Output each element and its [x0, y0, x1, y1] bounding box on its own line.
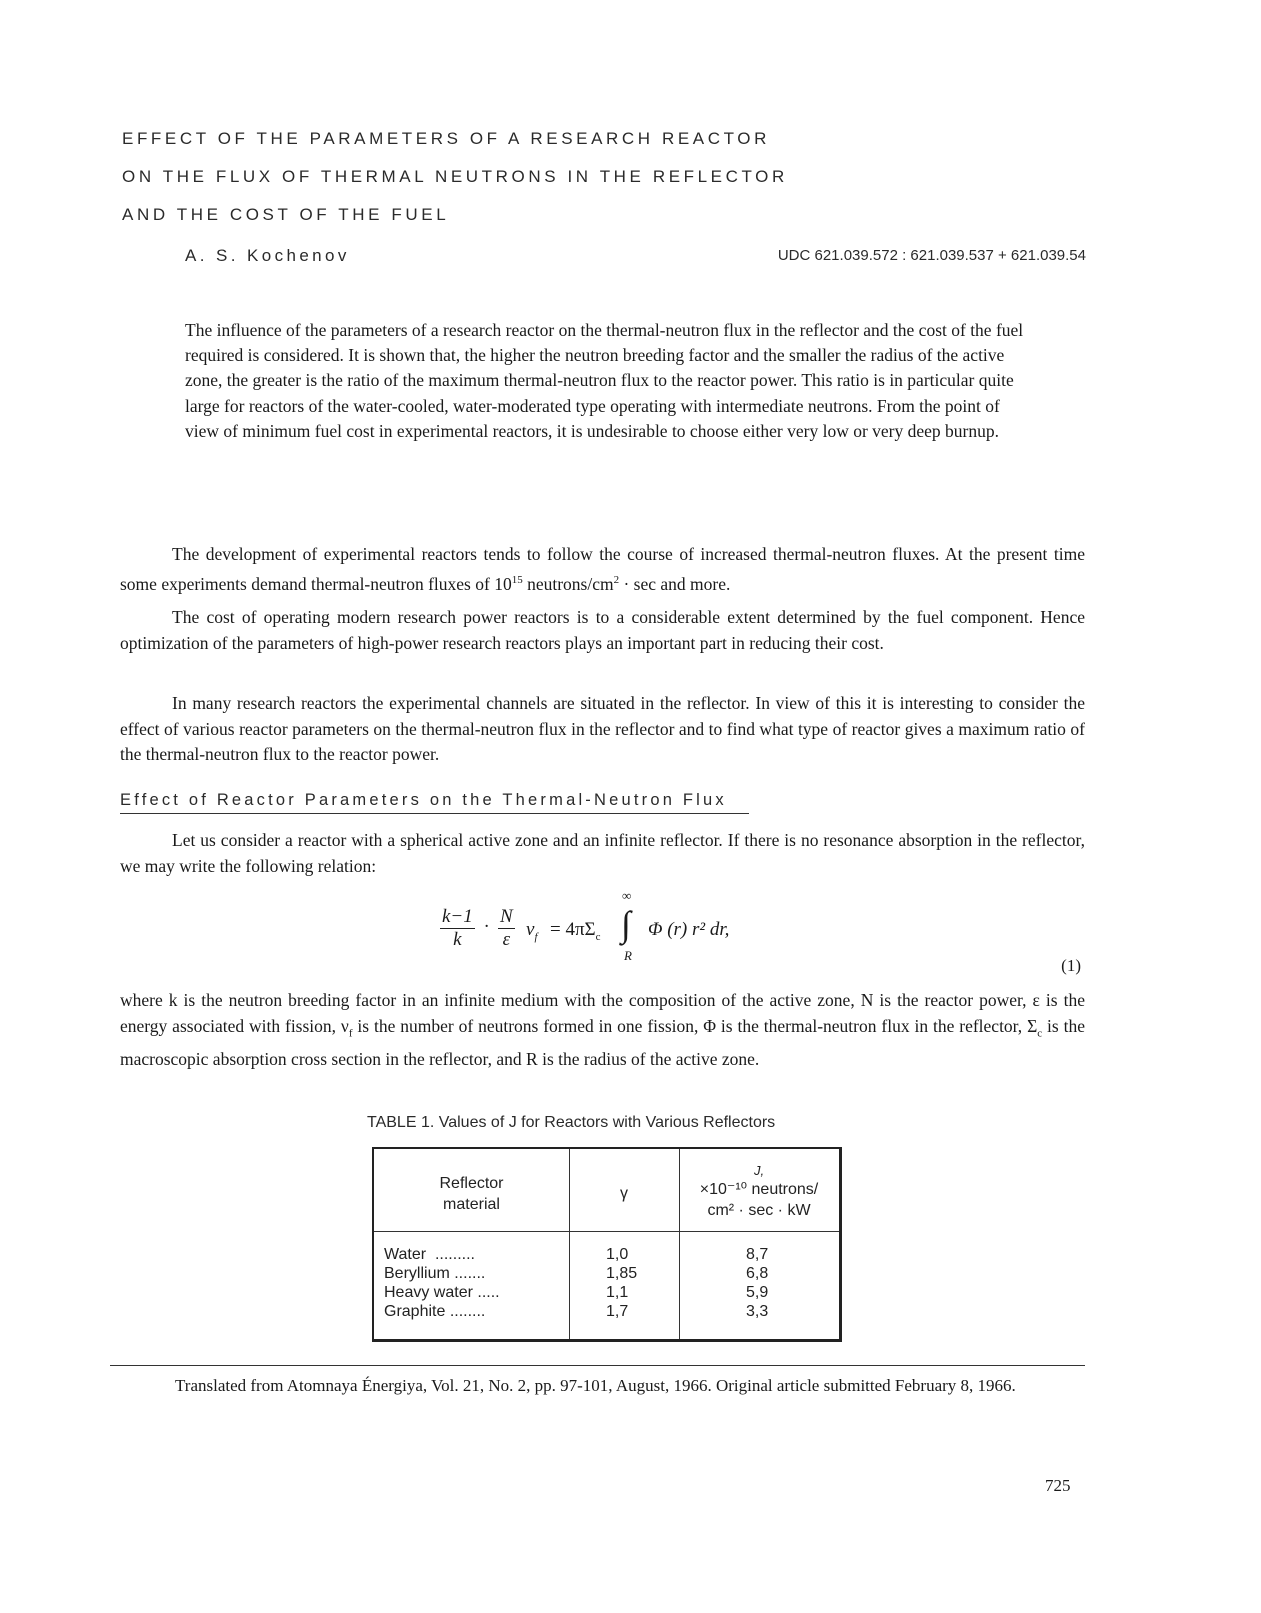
equation-number: (1) — [1061, 956, 1081, 975]
p5-a: where k is the neutron breeding factor in an infinite medium with the composition of the active zone, N is the reactor power, ε is the energy associated with fission, ν — [120, 990, 1085, 1036]
title-line-1: EFFECT OF THE PARAMETERS OF A RESEARCH REACTOR — [122, 129, 770, 148]
abstract: The influence of the parameters of a research reactor on the thermal-neutron flux in the reflector and the cost of the fuel required is considered. It is shown that, the higher the neutron breeding factor and the smaller the radius of the active zone, the greater is the ratio of the maximum thermal-neutron flux to the reactor power. This ratio is in particular quite large for reactors of the water-cooled, water-moderated type operating with intermediate neutrons. From the point of view of minimum fuel cost in experimental reactors, it is undesirable to choose either very low or very deep burnup. — [185, 320, 1024, 441]
fraction-k — [440, 906, 475, 951]
equation-1 — [440, 888, 780, 968]
nu: ν — [526, 919, 535, 940]
footnote-divider — [110, 1365, 1085, 1366]
material-column — [384, 1245, 500, 1321]
integral-lower-limit: R — [624, 948, 632, 963]
table-row-material: Water ......... — [384, 1246, 475, 1263]
p1-end: · sec and more. — [619, 573, 731, 594]
frac1-numerator: k−1 — [442, 906, 473, 927]
frac2-numerator: N — [500, 906, 513, 927]
udc-code: UDC 621.039.572 : 621.039.537 + 621.039.54 — [777, 247, 1086, 264]
table-row-j: 8,7 — [746, 1246, 769, 1263]
title-line-2: ON THE FLUX OF THERMAL NEUTRONS IN THE REFLECTOR — [122, 167, 788, 186]
header-col3-line3: cm² · sec · kW — [707, 1202, 811, 1219]
page-number: 725 — [1045, 1476, 1071, 1495]
header-col3-line2: ×10⁻¹⁰ neutrons/ — [699, 1181, 819, 1198]
header-col1-line2: material — [443, 1196, 500, 1213]
table-caption: TABLE 1. Values of J for Reactors with Various Reflectors — [367, 1114, 776, 1131]
frac2-denominator: ε — [502, 929, 511, 950]
header-col1-line1: Reflector — [439, 1175, 504, 1192]
integrand: Φ (r) r² dr, — [648, 919, 730, 940]
p5-b: is the number of neutrons formed in one fission, Φ is the thermal-neutron flux in the reflector, Σ — [352, 1015, 1038, 1036]
fraction-n — [498, 906, 515, 951]
table-divider-1 — [569, 1149, 570, 1339]
paragraph-2 — [120, 605, 1085, 656]
header-reflector-material — [374, 1173, 569, 1215]
table-row-j: 3,3 — [746, 1303, 769, 1320]
p1-start: The development of experimental reactors tends to follow the course of increased thermal-neutron fluxes. At the present time some experiments demand thermal-neutron fluxes of 10 — [120, 544, 1085, 594]
table-header-rule — [374, 1231, 839, 1232]
p5-sub-f: f — [348, 1027, 353, 1039]
sigma-subscript: c — [595, 930, 601, 943]
paragraph-3 — [120, 691, 1085, 768]
author-name: A. S. Kochenov — [185, 246, 350, 265]
gamma-column — [606, 1245, 637, 1321]
section-heading: Effect of Reactor Parameters on the Thermal-Neutron Flux — [120, 791, 749, 814]
footnote-text: Translated from Atomnaya Énergiya, Vol. 21, No. 2, pp. 97-101, August, 1966. Original article submitted February 8, 1966. — [175, 1376, 1016, 1395]
title-line-3: AND THE COST OF THE FUEL — [122, 205, 450, 224]
multiply-dot: · — [484, 916, 489, 937]
header-j — [679, 1163, 839, 1221]
table-row-material: Beryllium ....... — [384, 1265, 486, 1282]
integral-sign: ∫ — [621, 904, 631, 944]
p1-exponent: 15 — [511, 573, 523, 586]
p5-c: is the macroscopic absorption cross section in the reflector, and R is the radius of the active zone. — [120, 1015, 1085, 1069]
article-title — [122, 120, 1022, 234]
p5-sub-c: c — [1037, 1027, 1043, 1039]
rhs: = 4πΣ — [550, 919, 596, 940]
integral-upper-limit: ∞ — [622, 888, 632, 903]
rhs-factor — [550, 919, 601, 943]
paragraph-1 — [120, 542, 1085, 597]
header-gamma: γ — [620, 1185, 628, 1202]
p1-mid: neutrons/cm — [522, 573, 614, 594]
nu-subscript: f — [534, 930, 538, 943]
p1-exponent-2: 2 — [613, 573, 620, 586]
table-row-gamma: 1,1 — [606, 1284, 629, 1301]
table-row-j: 6,8 — [746, 1265, 769, 1282]
table-row-material: Graphite ........ — [384, 1303, 486, 1320]
paragraph-5 — [120, 988, 1085, 1072]
nu-symbol — [526, 919, 538, 943]
table-row-material: Heavy water ..... — [384, 1284, 500, 1301]
table-row-j: 5,9 — [746, 1284, 769, 1301]
translation-footnote — [120, 1373, 1080, 1398]
table-row-gamma: 1,0 — [606, 1246, 629, 1263]
j-column — [746, 1245, 768, 1321]
header-col3-line1: J, — [753, 1163, 765, 1178]
table-row-gamma: 1,85 — [606, 1265, 638, 1282]
paragraph-4 — [120, 828, 1085, 879]
p2-text: The cost of operating modern research power reactors is to a considerable extent determined by the fuel component. Hence optimization of the parameters of high-power research reactors plays an important part in reducing their cost. — [120, 607, 1085, 653]
p4-text: Let us consider a reactor with a spherical active zone and an infinite reflector. If there is no resonance absorption in the reflector, we may write the following relation: — [120, 830, 1085, 876]
table-row-gamma: 1,7 — [606, 1303, 629, 1320]
p3-text: In many research reactors the experimental channels are situated in the reflector. In view of this it is interesting to consider the effect of various reactor parameters on the thermal-neutron flux in the reflector and to find what type of reactor gives a maximum ratio of the thermal-neutron flux to the reactor power. — [120, 693, 1085, 764]
frac1-denominator: k — [453, 929, 462, 950]
data-table — [372, 1147, 842, 1342]
